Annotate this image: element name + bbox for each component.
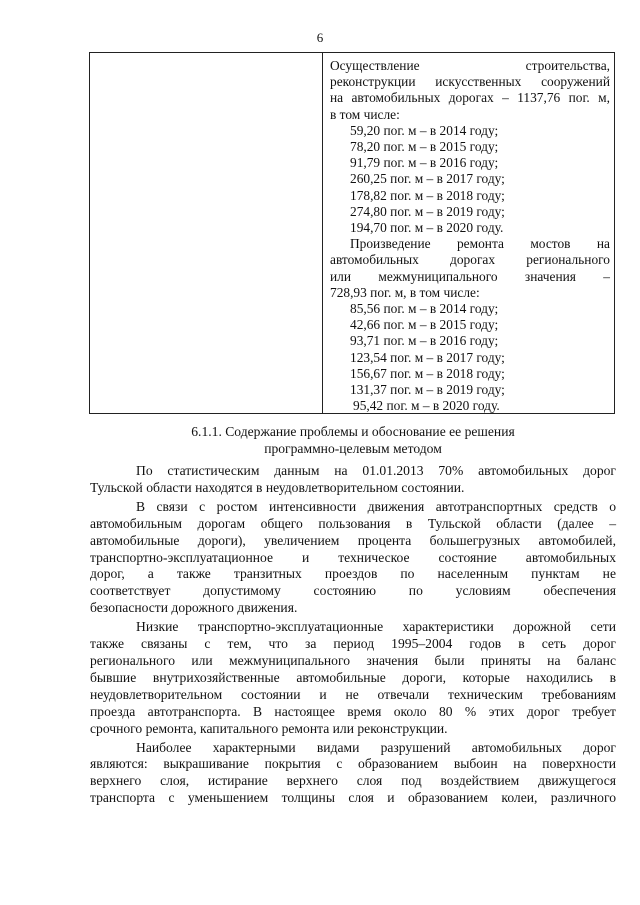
repair-year-item: 85,56 пог. м – в 2014 году; xyxy=(350,301,499,317)
table-cell-indicators xyxy=(330,58,610,414)
text-line: являются: выкрашивание покрытия с образованием выбоин на поверхности xyxy=(90,756,616,772)
text-line: транспорта с уменьшением толщины слоя и образованием колеи, различного xyxy=(90,790,616,806)
text-line: автомобильные дороги), увеличением процента большегрузных автомобилей, xyxy=(90,532,616,548)
text-line: дорог, а также транзитных проездов по населенным пунктам не xyxy=(90,566,616,582)
repair-year-item: 156,67 пог. м – в 2018 году; xyxy=(350,365,505,381)
repair-line: или межмуниципального значения – xyxy=(330,268,610,284)
text-line: безопасности дорожного движения. xyxy=(90,600,298,616)
text-line: регионального или межмуниципального значения были приняты на баланс xyxy=(90,652,616,668)
program-table xyxy=(89,52,615,414)
text-line: Наиболее характерными видами разрушений автомобильных дорог xyxy=(136,739,616,755)
construction-year-item: 91,79 пог. м – в 2016 году; xyxy=(350,155,499,171)
paragraph-statistics xyxy=(90,463,616,497)
construction-line: в том числе: xyxy=(330,106,400,122)
repair-year-item: 95,42 пог. м – в 2020 году. xyxy=(353,398,500,414)
text-line: верхнего слоя, истирание верхнего слоя под воздействием движущегося xyxy=(90,773,616,789)
construction-year-item: 260,25 пог. м – в 2017 году; xyxy=(350,171,505,187)
text-line: проезда автотранспорта. В настоящее время около 80 % этих дорог требует xyxy=(90,703,616,719)
construction-year-item: 274,80 пог. м – в 2019 году; xyxy=(350,203,505,219)
construction-line: реконструкции искусственных сооружений xyxy=(330,74,610,90)
construction-year-item: 194,70 пог. м – в 2020 году. xyxy=(350,220,504,236)
body-text xyxy=(90,463,616,809)
repair-line: 728,93 пог. м, в том числе: xyxy=(330,284,480,300)
section-heading xyxy=(90,424,616,457)
page-number: 6 xyxy=(316,30,324,45)
construction-year-item: 178,82 пог. м – в 2018 году; xyxy=(350,187,505,203)
text-line: неудовлетворительном состоянии и не отвечали техническим требованиям xyxy=(90,686,616,702)
repair-year-item: 131,37 пог. м – в 2019 году; xyxy=(350,382,505,398)
text-line: автомобильным дорогам общего пользования в Тульской области (далее – xyxy=(90,515,616,531)
text-line: Тульской области находятся в неудовлетворительном состоянии. xyxy=(90,479,465,495)
section-heading-line: программно-целевым методом xyxy=(264,440,442,456)
text-line: По статистическим данным на 01.01.2013 70% автомобильных дорог xyxy=(136,463,616,478)
paragraph-traffic xyxy=(90,499,616,617)
text-line: также связаны с тем, что за период 1995–2004 годов в сеть дорог xyxy=(90,636,616,652)
text-line: Низкие транспортно-эксплуатационные характеристики дорожной сети xyxy=(136,619,616,635)
repair-year-item: 42,66 пог. м – в 2015 году; xyxy=(350,317,499,333)
repair-year-item: 123,54 пог. м – в 2017 году; xyxy=(350,349,505,365)
construction-year-item: 78,20 пог. м – в 2015 году; xyxy=(350,139,499,155)
construction-year-item: 59,20 пог. м – в 2014 году; xyxy=(350,122,499,138)
paragraph-road-network xyxy=(90,619,616,737)
construction-line: Осуществление строительства, xyxy=(330,58,610,73)
repair-year-item: 93,71 пог. м – в 2016 году; xyxy=(350,333,499,349)
repair-line: автомобильных дорогах регионального xyxy=(330,252,610,268)
table-column-divider xyxy=(322,53,323,413)
repair-line: Произведение ремонта мостов на xyxy=(350,236,610,252)
text-line: срочного ремонта, капитального ремонта или реконструкции. xyxy=(90,720,448,736)
text-line: транспортно-эксплуатационное и техническое состояние автомобильных xyxy=(90,549,616,565)
construction-line: на автомобильных дорогах – 1137,76 пог. м, xyxy=(330,90,610,106)
text-line: соответствует допустимому состоянию по условиям обеспечения xyxy=(90,583,616,599)
text-line: бывшие внутрихозяйственные автомобильные дороги, которые находились в xyxy=(90,669,616,685)
text-line: В связи с ростом интенсивности движения автотранспортных средств о xyxy=(136,498,616,514)
section-heading-line: 6.1.1. Содержание проблемы и обоснование ее решения xyxy=(191,424,515,439)
paragraph-damage-types xyxy=(90,740,616,808)
